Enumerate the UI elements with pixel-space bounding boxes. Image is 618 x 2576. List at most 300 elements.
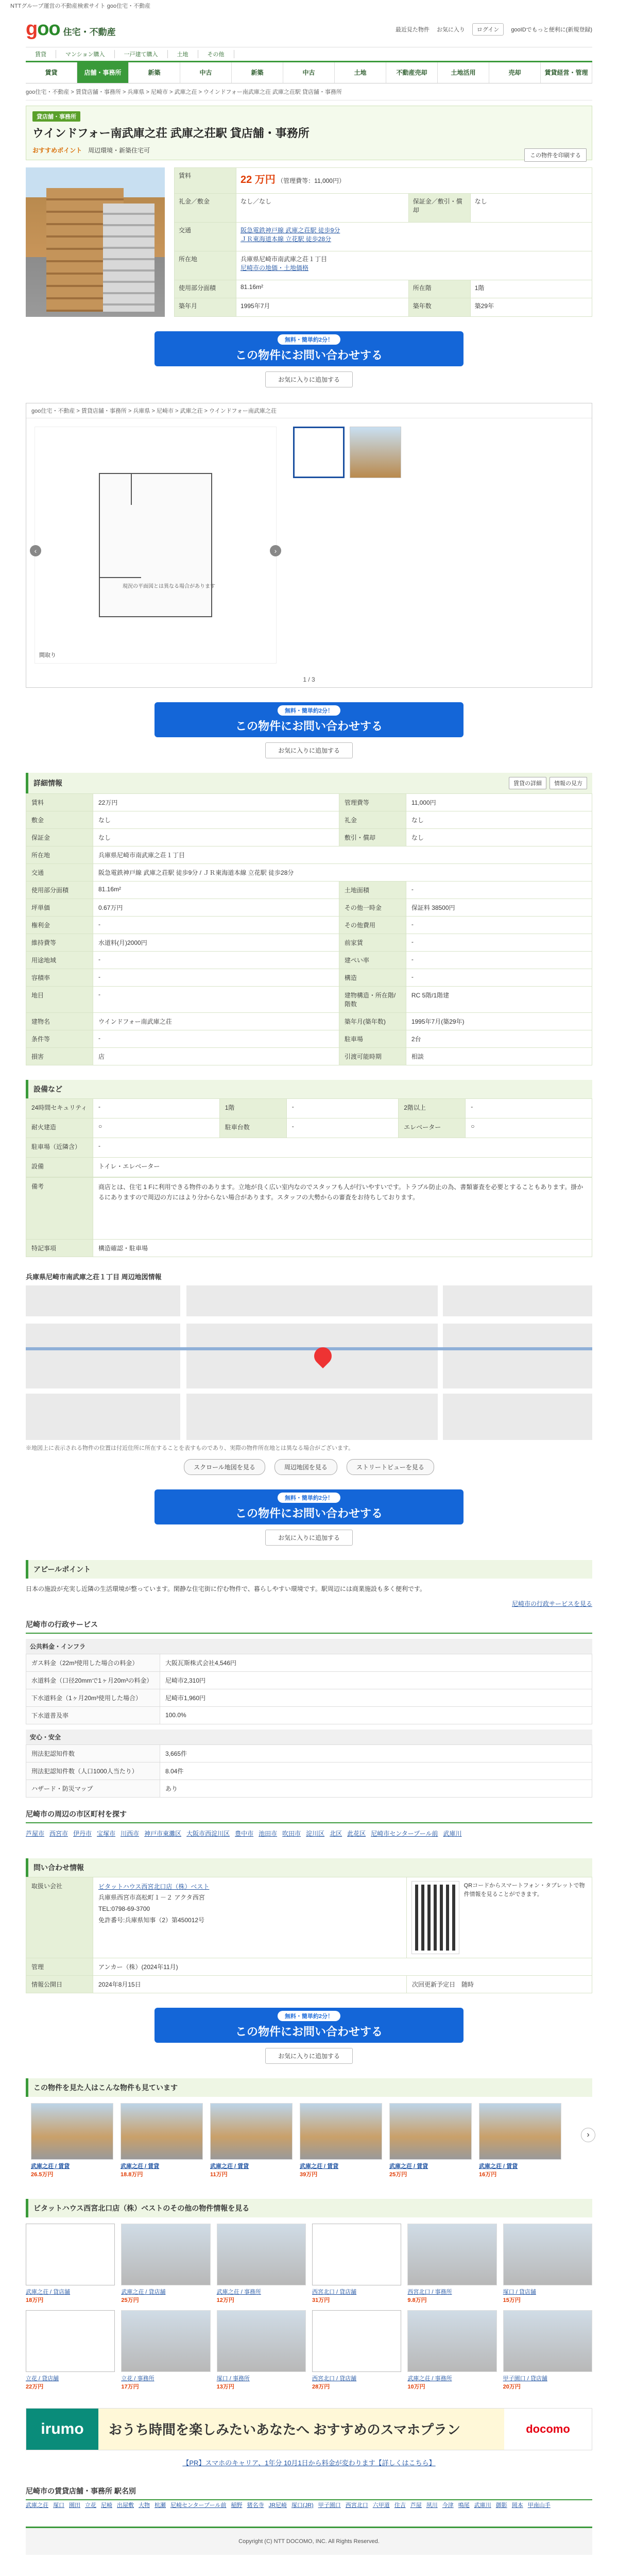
station-link[interactable]: 甲南山手 [527, 2502, 551, 2509]
cities-title: 尼崎市の周辺の市区町村を探す [26, 1806, 592, 1823]
facility-row [26, 1099, 592, 1118]
detail-label: 前家賃 [339, 934, 406, 952]
station-link[interactable]: 芦屋 [410, 2502, 422, 2509]
other-image[interactable] [312, 2224, 401, 2285]
other-price: 17万円 [121, 2383, 139, 2390]
city-link[interactable]: 北区 [330, 1829, 342, 1837]
date-value: 2024年8月15日 [93, 1975, 407, 1993]
detail-row [26, 864, 592, 882]
detail-row [26, 899, 592, 917]
related-image[interactable] [210, 2103, 293, 2160]
city-link[interactable]: 池田市 [259, 1829, 278, 1837]
cities-section [26, 1806, 592, 1844]
related-price: 25万円 [389, 2171, 407, 2178]
other-card[interactable] [217, 2224, 306, 2304]
appeal-section [26, 1560, 592, 1608]
other-title[interactable]: 武庫之荘 / 事務所 [216, 2289, 261, 2295]
facility-value: - [466, 1099, 592, 1118]
detail-value: なし [93, 811, 339, 829]
gallery-count: 1 / 3 [303, 676, 315, 683]
property-photo[interactable] [26, 167, 165, 317]
subnav-item[interactable]: 土地 [168, 50, 198, 58]
related-title[interactable]: 武庫之荘 / 賃貸 [479, 2163, 518, 2170]
nav-item[interactable]: 土地 [335, 62, 386, 83]
detail-label: 管理費等 [339, 794, 406, 811]
other-image[interactable] [26, 2310, 115, 2372]
station-link[interactable]: 園田 [69, 2502, 80, 2509]
detail-value: なし [406, 811, 592, 829]
area-map[interactable] [26, 1285, 592, 1440]
inquiry-button[interactable] [154, 2008, 464, 2043]
mgmt-value: アンカー（株）(2024年11月) [93, 1958, 592, 1975]
other-title[interactable]: 塚口 / 事務所 [216, 2375, 250, 2382]
related-title[interactable]: 武庫之荘 / 賃貸 [300, 2163, 339, 2170]
traffic-line[interactable]: ＪＲ東海道本線 立花駅 徒歩28分 [241, 235, 332, 243]
related-price: 18.8万円 [121, 2171, 143, 2178]
detail-row [26, 811, 592, 829]
add-favorite-button[interactable]: お気に入りに追加する [265, 742, 353, 758]
city-link[interactable]: 豊中市 [235, 1829, 254, 1837]
detail-label: 維持費等 [26, 934, 93, 952]
other-title[interactable]: 甲子園口 / 貸店舗 [503, 2375, 547, 2382]
other-image[interactable] [312, 2310, 401, 2372]
facility-label: エレベーター [399, 1118, 466, 1138]
detail-value: 水道料(月)2000円 [93, 934, 339, 952]
city-link[interactable]: 此花区 [347, 1829, 366, 1837]
address-label: 所在地 [175, 251, 236, 280]
other-card[interactable] [407, 2224, 496, 2304]
inquiry-button[interactable] [154, 702, 464, 737]
other-image[interactable] [217, 2310, 306, 2372]
other-card[interactable] [26, 2310, 115, 2391]
other-title[interactable]: 西宮北口 / 貸店舗 [312, 2289, 357, 2295]
other-title[interactable]: 立花 / 事務所 [121, 2375, 154, 2382]
service-label: 下水道料金（1ヶ月20m³使用した場合） [26, 1689, 160, 1706]
other-title[interactable]: 西宮北口 / 貸店舗 [312, 2375, 357, 2382]
section-title: この物件を見た人はこんな物件も見ています [33, 2083, 178, 2092]
service-label: 下水道普及率 [26, 1706, 160, 1724]
other-price: 15万円 [503, 2297, 521, 2303]
related-title[interactable]: 武庫之荘 / 賃貸 [389, 2163, 428, 2170]
service-value: あり [160, 1780, 592, 1797]
detail-row [26, 917, 592, 934]
city-link[interactable]: 大阪市西淀川区 [186, 1829, 230, 1837]
city-link[interactable]: 武庫川 [443, 1829, 462, 1837]
login-button[interactable]: ログイン [472, 23, 504, 36]
related-title[interactable]: 武庫之荘 / 賃貸 [121, 2163, 160, 2170]
detail-value: - [406, 882, 592, 899]
detail-row [26, 1013, 592, 1030]
qr-note: QRコードからスマートフォン・タブレットで物件情報を見ることができます。 [464, 1882, 585, 1898]
station-link[interactable]: 出屋敷 [117, 2502, 134, 2509]
other-card[interactable] [407, 2310, 496, 2391]
others-section [26, 2199, 592, 2397]
gallery-thumb[interactable] [350, 427, 401, 478]
facilities-section [26, 1080, 592, 1257]
other-image[interactable] [121, 2310, 210, 2372]
other-image[interactable] [503, 2310, 592, 2372]
inquiry-button[interactable] [154, 331, 464, 366]
inquiry-label: この物件にお問い合わせする [235, 349, 383, 362]
nav-item[interactable]: 新築 [129, 62, 180, 83]
facility-row [26, 1118, 592, 1138]
sub-nav [26, 47, 592, 61]
banner-brand: irumo [26, 2409, 98, 2450]
other-image[interactable] [407, 2310, 496, 2372]
detail-value: - [93, 1030, 339, 1048]
detail-value: 1995年7月(築29年) [406, 1013, 592, 1030]
detail-label: 建物構造・所在階/階数 [339, 987, 406, 1013]
related-card[interactable] [479, 2103, 561, 2178]
safety-table [26, 1744, 592, 1798]
nav-item[interactable]: 売却 [489, 62, 541, 83]
station-link[interactable]: 西宮北口 [345, 2502, 368, 2509]
others-grid [26, 2217, 592, 2397]
other-title[interactable]: 塚口 / 貸店舗 [503, 2289, 536, 2295]
detail-label: 地目 [26, 987, 93, 1013]
info-label: 特記事項 [26, 1240, 93, 1257]
city-link[interactable]: 芦屋市 [26, 1829, 45, 1837]
service-section [26, 1616, 592, 1798]
detail-label: 条件等 [26, 1030, 93, 1048]
inquiry-cta-3 [154, 1489, 464, 1546]
nav-item[interactable]: 中古 [180, 62, 232, 83]
station-link[interactable]: 稲野 [231, 2502, 243, 2509]
station-link[interactable]: 鳴尾 [458, 2502, 470, 2509]
other-card[interactable] [503, 2224, 592, 2304]
station-link[interactable]: 武庫川 [474, 2502, 491, 2509]
station-links [26, 2500, 592, 2511]
city-link[interactable]: 尼崎市センタープール前 [371, 1829, 438, 1837]
subnav-item[interactable]: 一戸建て購入 [115, 50, 168, 58]
other-price: 12万円 [216, 2297, 234, 2303]
land-price-link[interactable]: 尼崎市の地価・土地価格 [241, 264, 309, 272]
inquiry-label: この物件にお問い合わせする [235, 2025, 383, 2038]
city-link[interactable]: 西宮市 [49, 1829, 68, 1837]
related-image[interactable] [31, 2103, 113, 2160]
station-link[interactable]: 杭瀬 [154, 2502, 166, 2509]
remarks-text: 商店とは、住宅 1 Fに利用できる物件のあります。立地が良く広い室内なのでスタッフも人が行いやすいです。トラブル防止の為、書類審査を必要とすることもあります。掛かるにありますので周辺の方にはより分からない場合があります。スタッフの大勢からの審査をお待ちしております。 [93, 1178, 592, 1240]
station-link[interactable]: 御影 [495, 2502, 507, 2509]
next-arrow-icon[interactable]: › [581, 2128, 595, 2142]
other-image[interactable] [26, 2224, 115, 2285]
other-card[interactable] [26, 2224, 115, 2304]
subnav-item[interactable]: その他 [198, 50, 234, 58]
page-title: ウインドフォー南武庫之荘 武庫之荘駅 貸店舗・事務所 [32, 127, 310, 140]
company-address: 兵庫県西宮市高松町１－２ アクタ西宮 [98, 1894, 205, 1902]
detail-label: 礼金 [339, 811, 406, 829]
service-row [26, 1762, 592, 1780]
detail-label: その他一時金 [339, 899, 406, 917]
guarantee-label: 保証金／敷引・償却 [408, 193, 470, 222]
detail-value: - [406, 917, 592, 934]
add-favorite-button[interactable]: お気に入りに追加する [265, 371, 353, 387]
facilities-table [26, 1098, 592, 1177]
detail-row [26, 952, 592, 969]
detail-value: - [93, 987, 339, 1013]
company-license: 免許番号:兵庫県知事（2）第450012号 [98, 1916, 205, 1924]
other-price: 18万円 [26, 2297, 44, 2303]
related-price: 16万円 [479, 2171, 497, 2178]
service-row [26, 1744, 592, 1762]
station-links-section [26, 2483, 592, 2511]
city-link[interactable]: 淀川区 [306, 1829, 325, 1837]
related-title[interactable]: 武庫之荘 / 賃貸 [210, 2163, 249, 2170]
station-link[interactable]: 住吉 [394, 2502, 406, 2509]
nav-item[interactable]: 賃貸経営・管理 [541, 62, 592, 83]
summary-table [174, 167, 592, 317]
inquiry-cta-4 [154, 2008, 464, 2064]
built-value: 1995年7月 [236, 298, 409, 317]
breadcrumb[interactable]: goo住宅・不動産 > 賃貸店舗・事務所 > 兵庫県 > 尼崎市 > 武庫之荘 > ウインドフォー南武庫之荘 武庫之荘駅 貸店舗・事務所 [26, 83, 592, 100]
city-link[interactable]: 吹田市 [282, 1829, 301, 1837]
traffic-label: 交通 [175, 222, 236, 251]
gallery-thumb-selected[interactable] [293, 427, 345, 478]
detail-value: - [93, 969, 339, 987]
nav-item[interactable]: 新築 [232, 62, 283, 83]
other-price: 25万円 [121, 2297, 139, 2303]
scroll-map-button[interactable]: スクロール地図を見る [184, 1459, 265, 1475]
built-label: 築年月 [175, 298, 236, 317]
other-card[interactable] [312, 2310, 401, 2391]
other-title[interactable]: 西宮北口 / 事務所 [407, 2289, 452, 2295]
ad-banner[interactable] [26, 2408, 592, 2450]
station-link[interactable]: 尼崎 [101, 2502, 112, 2509]
city-link[interactable]: 伊丹市 [73, 1829, 92, 1837]
service-label: 水道料金（口径20mmで1ヶ月20m³の料金） [26, 1671, 160, 1689]
facility-label: 駐車台数 [219, 1118, 286, 1138]
mgmt-label: 管理 [26, 1958, 93, 1975]
detail-value: - [406, 934, 592, 952]
ad-link[interactable]: 【PR】スマホのキャリア、1年分 10月1日から料金が変わります【詳しくはこちら】 [182, 2459, 436, 2467]
related-card[interactable] [121, 2103, 203, 2178]
map-title: 兵庫県尼崎市南武庫之荘１丁目 周辺地図情報 [26, 1273, 162, 1281]
links-title: 尼崎市の賃貸店舗・事務所 駅名別 [26, 2483, 592, 2500]
service-label: ガス料金（22m³使用した場合の料金） [26, 1654, 160, 1671]
property-title-box [26, 106, 592, 160]
gallery-breadcrumb[interactable]: goo住宅・不動産 > 賃貸店舗・事務所 > 兵庫県 > 尼崎市 > 武庫之荘 > ウインドフォー南武庫之荘 [26, 403, 592, 418]
detail-value: 店 [93, 1048, 339, 1065]
detail-value: 兵庫県尼崎市南武庫之荘１丁目 [93, 846, 592, 864]
nav-item[interactable]: 土地活用 [438, 62, 489, 83]
company-link[interactable]: ビタットハウス西宮北口店（株）ベスト [98, 1883, 210, 1890]
detail-row [26, 969, 592, 987]
station-link[interactable]: 六甲道 [372, 2502, 390, 2509]
facility-label: 設備 [26, 1158, 93, 1177]
detail-value: なし [93, 829, 339, 846]
company-tel: TEL:0798-69-3700 [98, 1905, 150, 1913]
service-value: 大阪瓦斯株式会社4,546円 [160, 1654, 592, 1671]
top-bar-text: NTTグループ運営の不動産検索サイト goo住宅・不動産 [10, 3, 151, 9]
station-link[interactable]: 夙川 [426, 2502, 438, 2509]
recent-link[interactable]: 最近見た物件 [395, 26, 430, 33]
service-label: ハザード・防災マップ [26, 1780, 160, 1797]
other-price: 10万円 [407, 2383, 425, 2390]
detail-label: 容積率 [26, 969, 93, 987]
other-card[interactable] [312, 2224, 401, 2304]
nearby-map-button[interactable]: 周辺地図を見る [274, 1459, 337, 1475]
detail-label: 使用部分面積 [26, 882, 93, 899]
other-title[interactable]: 立花 / 貸店舗 [26, 2375, 59, 2382]
other-card[interactable] [217, 2310, 306, 2391]
station-link[interactable]: JR尼崎 [268, 2502, 287, 2509]
related-card[interactable] [210, 2103, 293, 2178]
related-image[interactable] [300, 2103, 382, 2160]
station-link[interactable]: 武庫之荘 [26, 2502, 48, 2509]
nav-item[interactable]: 中古 [283, 62, 335, 83]
deposit-label: 礼金／敷金 [175, 193, 236, 222]
other-card[interactable] [121, 2310, 210, 2391]
facility-row [26, 1158, 592, 1177]
facility-label: 24時間セキュリティ [26, 1099, 93, 1118]
free-badge: 無料・簡単約2分！ [278, 334, 340, 345]
city-link[interactable]: 川西市 [121, 1829, 140, 1837]
detail-label: 坪単価 [26, 899, 93, 917]
next-arrow-icon[interactable]: › [270, 545, 281, 556]
nav-item[interactable]: 賃貸 [26, 62, 77, 83]
add-favorite-button[interactable]: お気に入りに追加する [265, 2048, 353, 2064]
facility-value: - [286, 1099, 398, 1118]
detail-row [26, 882, 592, 899]
detail-row [26, 794, 592, 811]
logo-subtitle: 住宅・不動産 [63, 27, 116, 37]
traffic-line[interactable]: 阪急電鉄神戸線 武庫之荘駅 徒歩9分 [241, 226, 340, 234]
service-value: 尼崎市1,960円 [160, 1689, 592, 1706]
detail-value: 保証料 38500円 [406, 899, 592, 917]
prev-arrow-icon[interactable]: ‹ [30, 545, 41, 556]
other-title[interactable]: 武庫之荘 / 貸店舗 [121, 2289, 166, 2295]
service-subheader: 安心・安全 [26, 1730, 592, 1744]
nav-item-active[interactable]: 店舗・事務所 [77, 62, 129, 83]
facility-value: トイレ・エレベーター [93, 1158, 592, 1177]
street-view-button[interactable]: ストリートビューを見る [347, 1459, 434, 1475]
other-price: 31万円 [312, 2297, 330, 2303]
related-price: 26.5万円 [31, 2171, 54, 2178]
other-image[interactable] [217, 2224, 306, 2285]
copyright: Copyright (C) NTT DOCOMO, INC. All Rights Reserved. [238, 2538, 380, 2545]
station-link[interactable]: 塚口(JR) [291, 2502, 314, 2509]
section-title: 設備など [33, 1085, 62, 1093]
other-image[interactable] [503, 2224, 592, 2285]
other-price: 13万円 [216, 2383, 234, 2390]
detail-value: - [93, 917, 339, 934]
subnav-item[interactable]: 賃貸 [26, 50, 56, 58]
qr-code-icon [412, 1882, 459, 1954]
facility-label: 2階以上 [399, 1099, 466, 1118]
detail-label: 建ぺい率 [339, 952, 406, 969]
station-link[interactable]: 尼崎センタープール前 [170, 2502, 227, 2509]
facility-value: - [286, 1118, 398, 1138]
main-nav [26, 61, 592, 83]
other-card[interactable] [503, 2310, 592, 2391]
city-link[interactable]: 宝塚市 [97, 1829, 116, 1837]
date-label: 情報公開日 [26, 1975, 93, 1993]
detail-value: ウインドフォー南武庫之荘 [93, 1013, 339, 1030]
city-link[interactable]: 神戸市東灘区 [144, 1829, 182, 1837]
service-title: 尼崎市の行政サービス [26, 1616, 592, 1634]
map-note: ※地図上に表示される物件の位置は付近住所に所在することを表すものであり、実際の物件所在地とは異なる場合がございます。 [26, 1445, 354, 1451]
floor-label: 所在階 [408, 280, 470, 298]
detail-value: 0.67万円 [93, 899, 339, 917]
other-card[interactable] [121, 2224, 210, 2304]
service-row [26, 1706, 592, 1724]
print-button[interactable]: この物件を印刷する [524, 148, 587, 162]
service-row [26, 1689, 592, 1706]
years-value: 築29年 [470, 298, 592, 317]
details-section [26, 773, 592, 1065]
floor-value: 1階 [470, 280, 592, 298]
station-link[interactable]: 今津 [442, 2502, 454, 2509]
related-title[interactable]: 武庫之荘 / 賃貸 [31, 2163, 70, 2170]
other-image[interactable] [121, 2224, 210, 2285]
service-label: 刑法犯認知件数（人口1000人当たり） [26, 1762, 160, 1780]
other-title[interactable]: 武庫之荘 / 貸店舗 [26, 2289, 71, 2295]
station-link[interactable]: 塚口 [53, 2502, 64, 2509]
image-caption: 間取り [39, 652, 56, 658]
site-logo[interactable] [26, 18, 116, 40]
detail-value: 81.16m² [93, 882, 339, 899]
add-favorite-button[interactable]: お気に入りに追加する [265, 1530, 353, 1546]
station-link[interactable]: 立花 [85, 2502, 96, 2509]
gov-service-link[interactable]: 尼崎市の行政サービスを見る [511, 1600, 592, 1607]
register-link[interactable]: gooIDでもっと便利に(新規登録) [511, 26, 592, 33]
next-label: 次回更新予定日 [412, 1980, 456, 1988]
help-button[interactable]: 情報の見方 [550, 777, 587, 789]
detail-value: 11,000円 [406, 794, 592, 811]
service-value: 尼崎市2,310円 [160, 1671, 592, 1689]
detail-button[interactable]: 賃貸の詳細 [509, 777, 546, 789]
site-header [26, 11, 592, 47]
inquiry-button[interactable] [154, 1489, 464, 1524]
facility-label: 駐車場（近隣含） [26, 1138, 93, 1158]
station-link[interactable]: 岡本 [511, 2502, 523, 2509]
detail-value: 22万円 [93, 794, 339, 811]
other-image[interactable] [407, 2224, 496, 2285]
related-card[interactable] [31, 2103, 113, 2178]
detail-value: 相談 [406, 1048, 592, 1065]
section-title: 詳細情報 [33, 779, 62, 787]
detail-label: 土地面積 [339, 882, 406, 899]
subnav-item[interactable]: マンション購入 [56, 50, 115, 58]
detail-value: - [93, 952, 339, 969]
related-card[interactable] [300, 2103, 382, 2178]
gallery-main-image[interactable] [35, 427, 277, 664]
station-link[interactable]: 猪名寺 [247, 2502, 264, 2509]
related-image[interactable] [479, 2103, 561, 2160]
free-badge: 無料・簡単約2分！ [278, 2011, 340, 2021]
facility-row [26, 1138, 592, 1158]
banner-logo: docomo [526, 2422, 570, 2435]
floor-plan-image [99, 473, 212, 617]
nav-item[interactable]: 不動産売却 [386, 62, 438, 83]
detail-row [26, 846, 592, 864]
guarantee-value: なし [470, 193, 592, 222]
related-image[interactable] [121, 2103, 203, 2160]
related-image[interactable] [389, 2103, 472, 2160]
detail-label: 用途地域 [26, 952, 93, 969]
facility-value: - [93, 1138, 592, 1158]
photo-gallery [26, 403, 592, 688]
contact-section [26, 1858, 592, 1993]
favorites-link[interactable]: お気に入り [436, 26, 465, 33]
station-link[interactable]: 大物 [139, 2502, 150, 2509]
company-label: 取扱い会社 [26, 1877, 93, 1958]
other-title[interactable]: 武庫之荘 / 事務所 [407, 2375, 452, 2382]
station-link[interactable]: 甲子園口 [318, 2502, 341, 2509]
mgmt-fee: （管理費等：11,000円） [277, 177, 345, 184]
related-card[interactable] [389, 2103, 472, 2178]
free-badge: 無料・簡単約2分！ [278, 705, 340, 716]
